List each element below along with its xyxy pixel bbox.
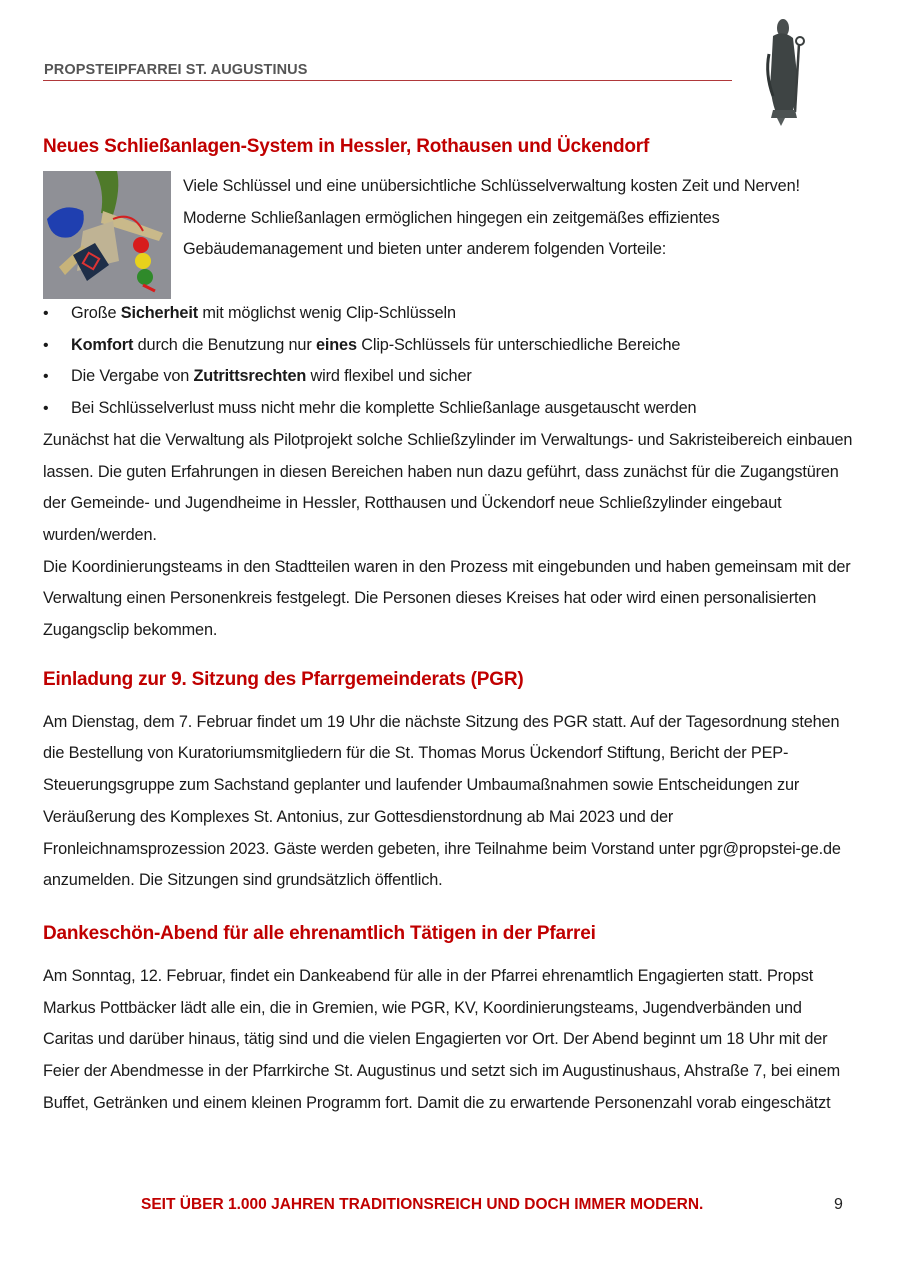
header-divider <box>43 80 732 81</box>
section-schliessanlagen <box>43 132 853 647</box>
section-dankeschoen-abend <box>43 919 853 1120</box>
saint-augustine-statue-icon <box>755 14 815 126</box>
list-item: • Die Vergabe von Zutrittsrechten wird flexibel und sicher <box>43 361 853 393</box>
header-title: PROPSTEIPFARREI ST. AUGUSTINUS <box>44 62 308 78</box>
intro-text-2: Moderne Schließanlagen ermöglichen hingegen ein zeitgemäßes effizientes Gebäudemanagement und bieten unter anderem folgenden Vorteile: <box>183 208 720 259</box>
section-heading: Neues Schließanlagen-System in Hessler, Rothausen und Ückendorf <box>43 136 650 157</box>
footer-slogan: SEIT ÜBER 1.000 JAHREN TRADITIONSREICH UND DOCH IMMER MODERN. <box>141 1196 704 1213</box>
list-item: • Komfort durch die Benutzung nur eines Clip-Schlüssels für unterschiedliche Bereiche <box>43 330 853 362</box>
keys-photo <box>43 171 171 299</box>
benefits-list <box>43 298 853 425</box>
list-item: • Große Sicherheit mit möglichst wenig Clip-Schlüsseln <box>43 298 853 330</box>
paragraph: Zunächst hat die Verwaltung als Pilotprojekt solche Schließzylinder im Verwaltungs- und Sakristeibereich einbauen lassen. Die guten Erfahrungen in diesen Bereichen haben nun dazu geführt, dass zunächst für die Zugangstüren der Gemeinde- und Jugendheime in Hessler, Rotthausen und Ückendorf neue Schließzylinder eingebaut wurden/werden. <box>43 430 853 544</box>
paragraph: Am Dienstag, dem 7. Februar findet um 19 Uhr die nächste Sitzung des PGR statt. Auf der Tagesordnung stehen die Bestellung von Kuratoriumsmitgliedern für die St. Thomas Morus Ückendorf Stiftung, Bericht der PEP-Steuerungsgruppe zum Sachstand geplanter und laufender Umbaumaßnahmen sowie Entscheidungen zur Veräußerung des Komplexes St. Antonius, zur Gottesdienstordnung ab Mai 2023 und der Fronleichnamsprozession 2023. Gäste werden gebeten, ihre Teilnahme beim Vorstand unter pgr@propstei-ge.de anzumelden. Die Sitzungen sind grundsätzlich öffentlich. <box>43 712 841 890</box>
section-pgr-sitzung <box>43 665 853 897</box>
paragraph: Die Koordinierungsteams in den Stadtteilen waren in den Prozess mit eingebunden und haben gemeinsam mit der Verwaltung einen Personenkreis festgelegt. Die Personen dieses Kreises hat oder wird einen personalisierten Zugangsclip bekommen. <box>43 557 851 640</box>
article-content <box>43 132 853 1119</box>
page-number: 9 <box>834 1196 843 1213</box>
section-heading: Dankeschön-Abend für alle ehrenamtlich Tätigen in der Pfarrei <box>43 922 596 944</box>
paragraph: Am Sonntag, 12. Februar, findet ein Dankeabend für alle in der Pfarrei ehrenamtlich Engagierten statt. Propst Markus Pottbäcker lädt alle ein, die in Gremien, wie PGR, KV, Koordinierungsteams, Jugendverbänden und Caritas und darüber hinaus, tätig sind und die vielen Engagierten vor Ort. Der Abend beginnt um 18 Uhr mit der Feier der Abendmesse in der Pfarrkirche St. Augustinus und setzt sich im Augustinushaus, Ahstraße 7, bei einem Buffet, Getränken und einem kleinen Programm fort. Damit die zu erwartende Personenzahl vorab eingeschätzt <box>43 966 841 1112</box>
section-heading: Einladung zur 9. Sitzung des Pfarrgemeinderats (PGR) <box>43 668 524 690</box>
list-item: • Bei Schlüsselverlust muss nicht mehr die komplette Schließanlage ausgetauscht werden <box>43 393 853 425</box>
intro-text-1: Viele Schlüssel und eine unübersichtliche Schlüsselverwaltung kosten Zeit und Nerven! <box>183 177 800 195</box>
